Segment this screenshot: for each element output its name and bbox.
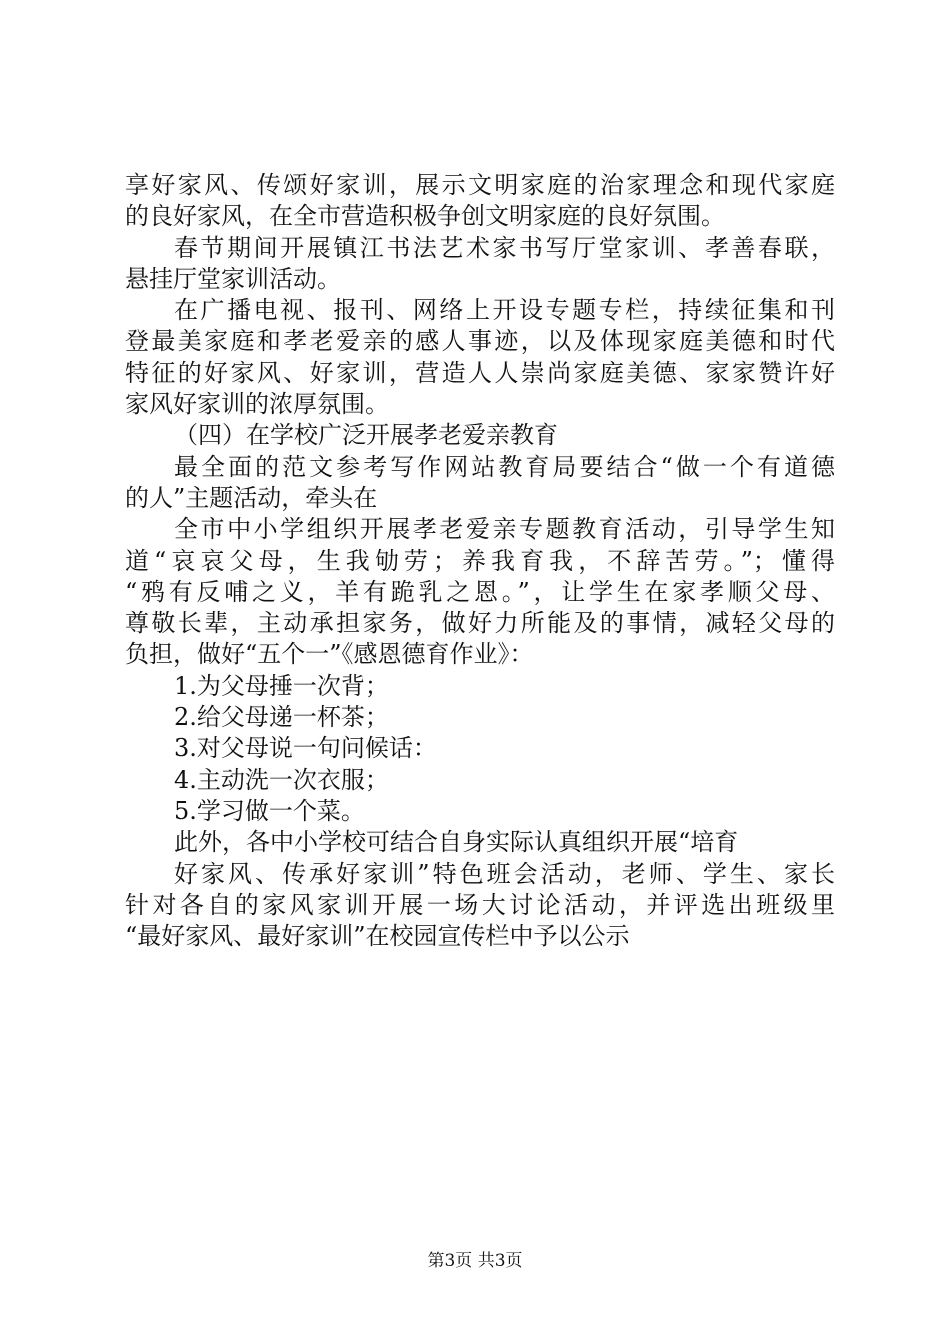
text-line: “最好家风、最好家训”在校园宣传栏中予以公示 bbox=[125, 922, 630, 951]
text-line: 登最美家庭和孝老爱亲的感人事迹，以及体现家庭美德和时代 bbox=[125, 327, 835, 356]
text-line: 的良好家风，在全市营造积极争创文明家庭的良好氛围。 bbox=[125, 202, 725, 231]
text-line: 悬挂厅堂家训活动。 bbox=[125, 264, 341, 293]
list-item: 4.主动洗一次衣服； bbox=[174, 765, 389, 794]
text-line: 尊敬长辈，主动承担家务，做好力所能及的事情，减轻父母的 bbox=[125, 609, 835, 638]
section-heading: （四）在学校广泛开展孝老爱亲教育 bbox=[174, 421, 558, 450]
document-body bbox=[125, 170, 835, 952]
text-line: 道“哀哀父母，生我劬劳；养我育我，不辞苦劳。”；懂得 bbox=[125, 546, 835, 575]
list-item: 2.给父母递一杯茶； bbox=[174, 703, 389, 732]
text-line: 最全面的范文参考写作网站教育局要结合“做一个有道德 bbox=[174, 452, 835, 481]
page-footer: 第3页 共3页 bbox=[427, 1251, 523, 1271]
text-line: 此外，各中小学校可结合自身实际认真组织开展“培育 bbox=[174, 828, 739, 857]
text-line: 春节期间开展镇江书法艺术家书写厅堂家训、孝善春联， bbox=[174, 233, 835, 262]
text-line: 的人”主题活动，牵头在 bbox=[125, 483, 378, 512]
text-line: 特征的好家风、好家训，营造人人崇尚家庭美德、家家赞许好 bbox=[125, 358, 835, 387]
list-item: 1.为父母捶一次背； bbox=[174, 671, 389, 700]
list-item: 3.对父母说一句问候话： bbox=[174, 734, 437, 763]
text-line: 享好家风、传颂好家训，展示文明家庭的治家理念和现代家庭 bbox=[125, 171, 835, 199]
text-line: 负担，做好“五个一”《感恩德育作业》： bbox=[125, 640, 534, 669]
text-line: 针对各自的家风家训开展一场大讨论活动，并评选出班级里 bbox=[125, 890, 835, 919]
text-line: 好家风、传承好家训”特色班会活动，老师、学生、家长 bbox=[174, 859, 835, 888]
text-line: “鸦有反哺之义，羊有跪乳之恩。”，让学生在家孝顺父母、 bbox=[125, 577, 835, 606]
text-line: 在广播电视、报刊、网络上开设专题专栏，持续征集和刊 bbox=[174, 296, 835, 325]
text-line: 全市中小学组织开展孝老爱亲专题教育活动，引导学生知 bbox=[174, 515, 835, 544]
list-item: 5.学习做一个菜。 bbox=[174, 796, 365, 825]
text-line: 家风好家训的浓厚氛围。 bbox=[125, 390, 389, 419]
